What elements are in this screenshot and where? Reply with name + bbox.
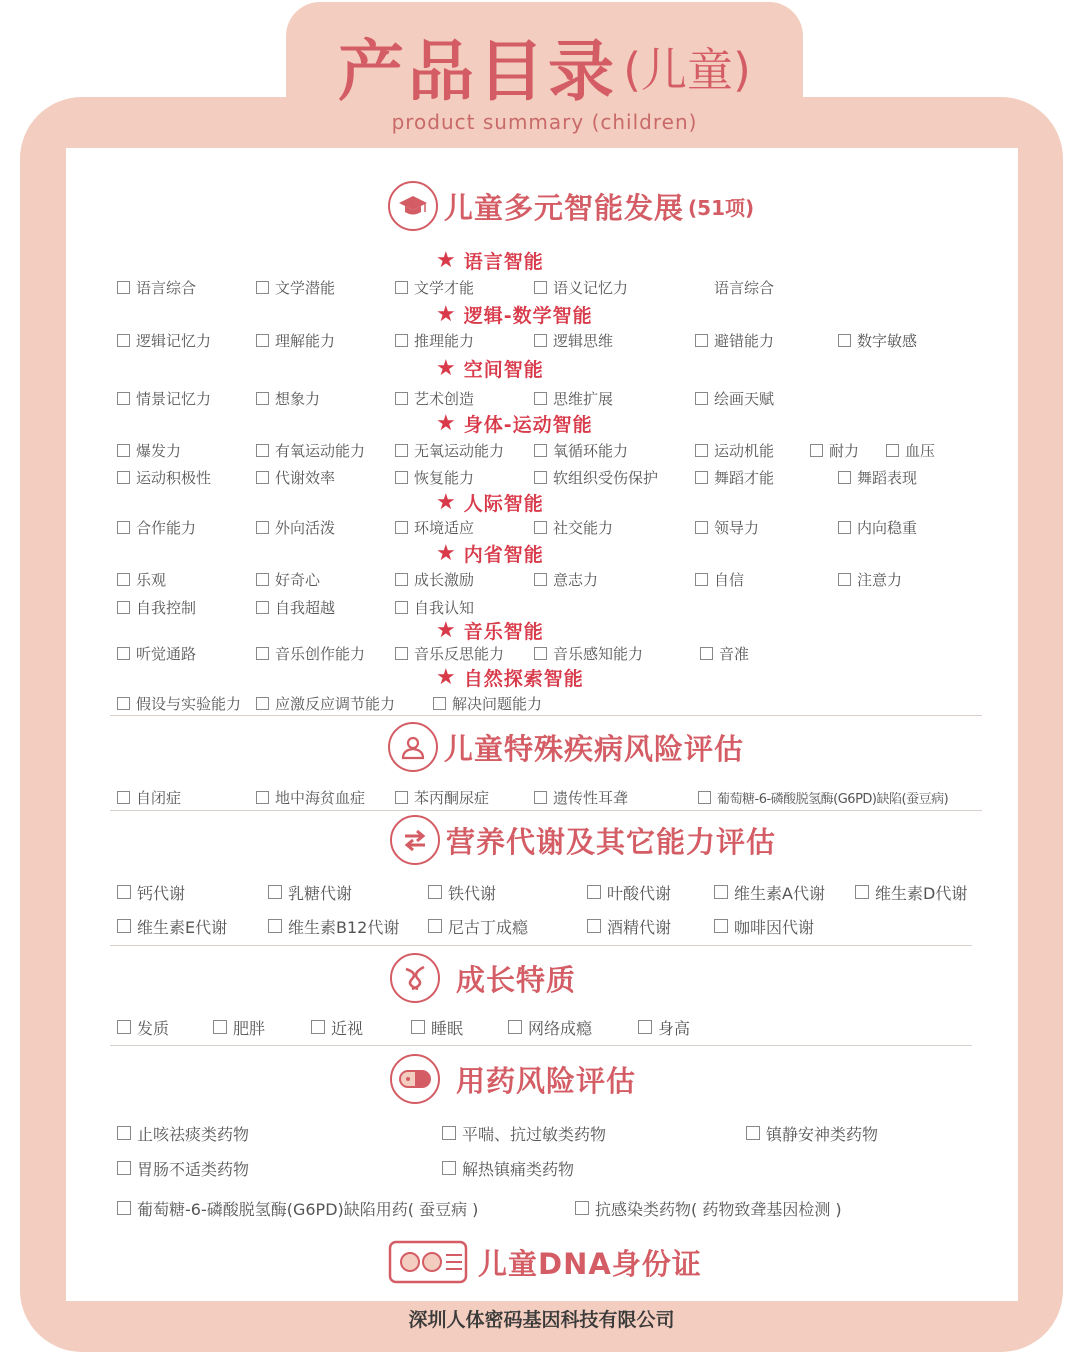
checkbox[interactable] [534, 791, 547, 804]
section-title: 成长特质 [456, 962, 577, 997]
item-label: 血压 [905, 441, 936, 460]
checkbox-item[interactable] [117, 439, 181, 461]
item-label: 无氧运动能力 [414, 441, 505, 460]
checkbox[interactable] [268, 919, 282, 933]
checkbox-item[interactable] [256, 516, 335, 538]
checkbox-item[interactable] [695, 329, 774, 351]
checkbox[interactable] [587, 885, 601, 899]
item-label: 地中海贫血症 [275, 788, 366, 807]
checkbox-item[interactable] [117, 642, 196, 664]
item-label: 数字敏感 [857, 331, 918, 350]
checkbox-item[interactable] [117, 881, 185, 903]
checkbox[interactable] [256, 791, 269, 804]
checkbox-item[interactable] [810, 439, 859, 461]
checkbox[interactable] [534, 521, 547, 534]
title-main: 产品目录 [338, 33, 618, 110]
checkbox-item[interactable] [746, 1122, 878, 1144]
checkbox-item[interactable] [256, 692, 395, 714]
checkbox-item[interactable] [256, 786, 365, 808]
checkbox-item[interactable] [587, 915, 671, 937]
checkbox[interactable] [256, 647, 269, 660]
item-label: 软组织受伤保护 [553, 468, 659, 487]
company-footer: 深圳人体密码基因科技有限公司 [408, 1309, 675, 1331]
item-label: 酒精代谢 [607, 917, 672, 937]
item-label: 成长激励 [414, 570, 475, 589]
checkbox[interactable] [117, 1126, 131, 1140]
exchange-arrows-icon [390, 815, 440, 865]
item-label: 音乐反思能力 [414, 644, 505, 663]
checkbox-item[interactable] [256, 596, 335, 618]
item-label: 维生素D代谢 [875, 883, 968, 903]
pill-capsule-icon [390, 1054, 440, 1104]
item-label: 文学才能 [414, 278, 475, 297]
item-label: 社交能力 [553, 518, 614, 537]
item-label: 绘画天赋 [714, 389, 775, 408]
checkbox[interactable] [428, 919, 442, 933]
checkbox[interactable] [395, 521, 408, 534]
item-label: 想象力 [275, 389, 321, 408]
item-label: 平喘、抗过敏类药物 [462, 1124, 607, 1144]
checkbox[interactable] [268, 885, 282, 899]
checkbox-item[interactable] [256, 276, 335, 298]
item-label: 假设与实验能力 [136, 694, 242, 713]
checkbox[interactable] [117, 521, 130, 534]
checkbox[interactable] [700, 647, 713, 660]
checkbox[interactable] [256, 471, 269, 484]
checkbox-item[interactable] [268, 915, 399, 937]
checkbox-item[interactable] [638, 1016, 690, 1038]
checkbox-item[interactable] [534, 786, 628, 808]
subsection-title: 内省智能 [463, 543, 544, 566]
graduation-cap-icon [388, 181, 438, 231]
checkbox-item[interactable] [256, 439, 365, 461]
checkbox-item[interactable] [268, 881, 352, 903]
checkbox-item[interactable] [117, 915, 227, 937]
checkbox[interactable] [311, 1020, 325, 1034]
checkbox[interactable] [395, 392, 408, 405]
checkbox-item[interactable] [508, 1016, 592, 1038]
subsection-logic [436, 301, 593, 327]
item-label: 语言综合 [714, 278, 775, 297]
section-header-medication [390, 1049, 636, 1109]
checkbox[interactable] [695, 444, 708, 457]
item-label: 爆发力 [136, 441, 182, 460]
subsection-title: 自然探索智能 [463, 667, 584, 690]
checkbox-item[interactable] [395, 387, 474, 409]
item-label: 推理能力 [414, 331, 475, 350]
item-label: 耐力 [829, 441, 860, 460]
checkbox[interactable] [695, 573, 708, 586]
item-label: 舞蹈才能 [714, 468, 775, 487]
item-label: 避错能力 [714, 331, 775, 350]
item-label: 音准 [719, 644, 750, 663]
checkbox-item[interactable] [117, 692, 241, 714]
checkbox-item[interactable] [117, 596, 196, 618]
section-title: 儿童DNA身份证 [478, 1246, 702, 1281]
item-label: 解决问题能力 [452, 694, 543, 713]
item-label: 维生素A代谢 [734, 883, 825, 903]
checkbox[interactable] [838, 334, 851, 347]
item-label: 运动机能 [714, 441, 775, 460]
checkbox[interactable] [534, 573, 547, 586]
item-label: 恢复能力 [414, 468, 475, 487]
item-label: 内向稳重 [857, 518, 918, 537]
checkbox[interactable] [428, 885, 442, 899]
item-label: 自我认知 [414, 598, 475, 617]
checkbox-item[interactable] [117, 786, 181, 808]
section-header-dna-id [388, 1232, 702, 1292]
checkbox[interactable] [746, 1126, 760, 1140]
checkbox[interactable] [714, 919, 728, 933]
item-label: 代谢效率 [275, 468, 336, 487]
checkbox[interactable] [117, 281, 130, 294]
checkbox[interactable] [256, 601, 269, 614]
item-label: 自信 [714, 570, 745, 589]
item-label: 维生素B12代谢 [288, 917, 400, 937]
item-label: 肥胖 [233, 1018, 266, 1038]
item-label: 文学潜能 [275, 278, 336, 297]
checkbox[interactable] [117, 392, 130, 405]
checkbox[interactable] [256, 521, 269, 534]
item-label: 止咳祛痰类药物 [137, 1124, 250, 1144]
checkbox-item[interactable] [695, 568, 744, 590]
item-label: 语言综合 [136, 278, 197, 297]
checkbox-item[interactable] [587, 881, 671, 903]
checkbox-item[interactable] [256, 466, 335, 488]
checkbox[interactable] [698, 791, 711, 804]
checkbox[interactable] [117, 601, 130, 614]
item-label: 胃肠不适类药物 [137, 1159, 250, 1179]
checkbox[interactable] [256, 392, 269, 405]
checkbox-item[interactable] [213, 1016, 265, 1038]
section-header-nutrition [390, 810, 776, 870]
checkbox-item[interactable] [256, 642, 365, 664]
page-subtitle: product summary (children) [391, 110, 698, 134]
checkbox[interactable] [256, 281, 269, 294]
subsection-space [436, 355, 544, 381]
person-icon [388, 722, 438, 772]
checkbox[interactable] [575, 1201, 589, 1215]
item-label: 身高 [658, 1018, 691, 1038]
item-label: 自我控制 [136, 598, 197, 617]
divider [110, 1045, 972, 1046]
checkbox[interactable] [117, 919, 131, 933]
checkbox[interactable] [256, 334, 269, 347]
checkbox[interactable] [395, 791, 408, 804]
item-label: 理解能力 [275, 331, 336, 350]
checkbox[interactable] [117, 885, 131, 899]
checkbox[interactable] [442, 1126, 456, 1140]
checkbox[interactable] [395, 647, 408, 660]
item-label: 铁代谢 [448, 883, 497, 903]
checkbox-item[interactable] [117, 1122, 249, 1144]
checkbox-item[interactable] [534, 466, 658, 488]
item-label: 音乐感知能力 [553, 644, 644, 663]
checkbox[interactable] [433, 697, 446, 710]
checkbox-item[interactable] [395, 466, 474, 488]
checkbox[interactable] [442, 1161, 456, 1175]
checkbox[interactable] [838, 521, 851, 534]
checkbox[interactable] [117, 697, 130, 710]
checkbox[interactable] [838, 471, 851, 484]
checkbox-item[interactable] [695, 439, 774, 461]
checkbox[interactable] [695, 521, 708, 534]
item-label: 逻辑记忆力 [136, 331, 212, 350]
section-header-disease [388, 717, 744, 777]
item-label: 思维扩展 [553, 389, 614, 408]
checkbox-item[interactable] [433, 692, 542, 714]
checkbox-item[interactable] [117, 1016, 169, 1038]
item-label: 钙代谢 [137, 883, 186, 903]
item-label: 近视 [331, 1018, 364, 1038]
checkbox[interactable] [395, 471, 408, 484]
checkbox-item[interactable] [700, 642, 749, 664]
checkbox-item[interactable] [534, 568, 598, 590]
item-label: 意志力 [553, 570, 599, 589]
checkbox-item[interactable] [117, 466, 211, 488]
checkbox[interactable] [256, 573, 269, 586]
checkbox-item[interactable] [695, 466, 774, 488]
checkbox-item[interactable] [714, 915, 814, 937]
checkbox-item[interactable] [395, 596, 474, 618]
checkbox[interactable] [508, 1020, 522, 1034]
checkbox-item[interactable] [534, 329, 613, 351]
item-label: 镇静安神类药物 [766, 1124, 879, 1144]
checkbox-item[interactable] [117, 329, 211, 351]
checkbox[interactable] [117, 647, 130, 660]
item-label: 情景记忆力 [136, 389, 212, 408]
item-label: 苯丙酮尿症 [414, 788, 490, 807]
item-label: 注意力 [857, 570, 903, 589]
checkbox-item[interactable] [117, 516, 196, 538]
item-label: 音乐创作能力 [275, 644, 366, 663]
item-label: 领导力 [714, 518, 760, 537]
checkbox-item[interactable] [698, 786, 948, 808]
star-icon: ★ [436, 247, 456, 273]
checkbox-item[interactable] [534, 439, 628, 461]
item-label: 咖啡因代谢 [734, 917, 815, 937]
checkbox[interactable] [213, 1020, 227, 1034]
checkbox-item[interactable] [256, 568, 320, 590]
checkbox-item[interactable] [534, 516, 613, 538]
item-label: 解热镇痛类药物 [462, 1159, 575, 1179]
item-label-plain [714, 276, 774, 298]
checkbox[interactable] [117, 791, 130, 804]
checkbox-item[interactable] [534, 642, 643, 664]
checkbox-item[interactable] [395, 329, 474, 351]
checkbox-item[interactable] [695, 516, 759, 538]
star-icon: ★ [436, 301, 456, 327]
divider [110, 945, 972, 946]
star-icon: ★ [436, 355, 456, 381]
checkbox-item[interactable] [311, 1016, 363, 1038]
checkbox-item[interactable] [256, 387, 320, 409]
section-count: (51项) [688, 195, 755, 220]
checkbox-item[interactable] [714, 881, 825, 903]
item-label: 语义记忆力 [553, 278, 629, 297]
subsection-title: 语言智能 [463, 250, 544, 273]
subsection-music [436, 617, 544, 643]
checkbox-item[interactable] [117, 568, 166, 590]
checkbox[interactable] [117, 334, 130, 347]
checkbox[interactable] [534, 647, 547, 660]
checkbox-item[interactable] [395, 276, 474, 298]
star-icon: ★ [436, 410, 456, 436]
checkbox-item[interactable] [117, 1197, 478, 1219]
checkbox-item[interactable] [117, 387, 211, 409]
page-title [286, 18, 803, 113]
item-label: 葡萄糖-6-磷酸脱氢酶(G6PD)缺陷(蚕豆病) [717, 791, 949, 807]
star-icon: ★ [436, 617, 456, 643]
checkbox[interactable] [117, 1201, 131, 1215]
checkbox-item[interactable] [838, 516, 917, 538]
star-icon: ★ [436, 489, 456, 515]
checkbox[interactable] [395, 281, 408, 294]
divider [110, 715, 982, 716]
item-label: 尼古丁成瘾 [448, 917, 529, 937]
checkbox-item[interactable] [117, 1157, 249, 1179]
checkbox-item[interactable] [395, 439, 504, 461]
checkbox[interactable] [395, 573, 408, 586]
checkbox[interactable] [534, 392, 547, 405]
checkbox[interactable] [117, 1161, 131, 1175]
item-label: 合作能力 [136, 518, 197, 537]
checkbox[interactable] [256, 697, 269, 710]
item-label: 发质 [137, 1018, 170, 1038]
subsection-nature [436, 664, 584, 690]
subsection-language [436, 247, 544, 273]
section-title: 儿童特殊疾病风险评估 [444, 731, 745, 766]
checkbox[interactable] [395, 444, 408, 457]
item-label: 舞蹈表现 [857, 468, 918, 487]
item-label: 听觉通路 [136, 644, 197, 663]
checkbox-item[interactable] [855, 881, 967, 903]
item-label: 网络成瘾 [528, 1018, 593, 1038]
subsection-title: 逻辑-数学智能 [463, 304, 593, 327]
item-label: 乳糖代谢 [288, 883, 353, 903]
subsection-interpersonal [436, 489, 544, 515]
item-label: 维生素E代谢 [137, 917, 228, 937]
item-label: 葡萄糖-6-磷酸脱氢酶(G6PD)缺陷用药( 蚕豆病 ) [137, 1199, 479, 1219]
item-label: 艺术创造 [414, 389, 475, 408]
checkbox-item[interactable] [428, 881, 496, 903]
subsection-title: 身体-运动智能 [463, 413, 593, 436]
subsection-intrapersonal [436, 540, 544, 566]
checkbox-item[interactable] [534, 276, 628, 298]
item-label: 逻辑思维 [553, 331, 614, 350]
checkbox-item[interactable] [695, 387, 774, 409]
checkbox-item[interactable] [428, 915, 528, 937]
checkbox[interactable] [534, 281, 547, 294]
checkbox-item[interactable] [838, 329, 917, 351]
item-label: 乐观 [136, 570, 167, 589]
subsection-title: 音乐智能 [463, 620, 544, 643]
checkbox-item[interactable] [395, 568, 474, 590]
item-label: 应激反应调节能力 [275, 694, 396, 713]
checkbox-item[interactable] [442, 1122, 606, 1144]
checkbox-item[interactable] [395, 786, 489, 808]
item-label: 自闭症 [136, 788, 182, 807]
item-label: 运动积极性 [136, 468, 212, 487]
checkbox[interactable] [534, 444, 547, 457]
checkbox[interactable] [695, 471, 708, 484]
checkbox[interactable] [534, 334, 547, 347]
checkbox[interactable] [886, 444, 899, 457]
dna-swirl-icon [390, 953, 440, 1003]
item-label: 环境适应 [414, 518, 475, 537]
checkbox-item[interactable] [886, 439, 935, 461]
section-title: 儿童多元智能发展 [444, 190, 685, 225]
checkbox[interactable] [117, 1020, 131, 1034]
checkbox[interactable] [117, 573, 130, 586]
checkbox[interactable] [411, 1020, 425, 1034]
item-label: 氧循环能力 [553, 441, 629, 460]
section-header-intelligence [388, 176, 754, 236]
checkbox[interactable] [838, 573, 851, 586]
checkbox[interactable] [395, 601, 408, 614]
checkbox-item[interactable] [117, 276, 196, 298]
checkbox[interactable] [810, 444, 823, 457]
title-paren: (儿童) [623, 43, 751, 97]
checkbox[interactable] [256, 444, 269, 457]
subsection-title: 空间智能 [463, 358, 544, 381]
checkbox-item[interactable] [838, 568, 902, 590]
star-icon: ★ [436, 664, 456, 690]
item-label: 外向活泼 [275, 518, 336, 537]
item-label: 好奇心 [275, 570, 321, 589]
checkbox-item[interactable] [411, 1016, 463, 1038]
checkbox-item[interactable] [442, 1157, 574, 1179]
section-title: 营养代谢及其它能力评估 [446, 824, 777, 859]
checkbox[interactable] [587, 919, 601, 933]
item-label: 抗感染类药物( 药物致聋基因检测 ) [595, 1199, 842, 1219]
checkbox[interactable] [117, 471, 130, 484]
checkbox[interactable] [534, 471, 547, 484]
checkbox[interactable] [638, 1020, 652, 1034]
item-label: 有氧运动能力 [275, 441, 366, 460]
subsection-title: 人际智能 [463, 492, 544, 515]
subsection-body [436, 410, 593, 436]
checkbox-item[interactable] [256, 329, 335, 351]
checkbox-item[interactable] [395, 642, 504, 664]
checkbox[interactable] [855, 885, 869, 899]
item-label: 遗传性耳聋 [553, 788, 629, 807]
section-title: 用药风险评估 [456, 1063, 637, 1098]
checkbox[interactable] [714, 885, 728, 899]
checkbox[interactable] [117, 444, 130, 457]
checkbox[interactable] [395, 334, 408, 347]
item-label: 叶酸代谢 [607, 883, 672, 903]
star-icon: ★ [436, 540, 456, 566]
item-label: 睡眠 [431, 1018, 464, 1038]
checkbox-item[interactable] [838, 466, 917, 488]
checkbox-item[interactable] [575, 1197, 842, 1219]
section-header-growth [390, 948, 576, 1008]
id-card-icon [388, 1239, 470, 1285]
checkbox-item[interactable] [534, 387, 613, 409]
checkbox-item[interactable] [395, 516, 474, 538]
checkbox[interactable] [695, 334, 708, 347]
item-label: 自我超越 [275, 598, 336, 617]
checkbox[interactable] [695, 392, 708, 405]
